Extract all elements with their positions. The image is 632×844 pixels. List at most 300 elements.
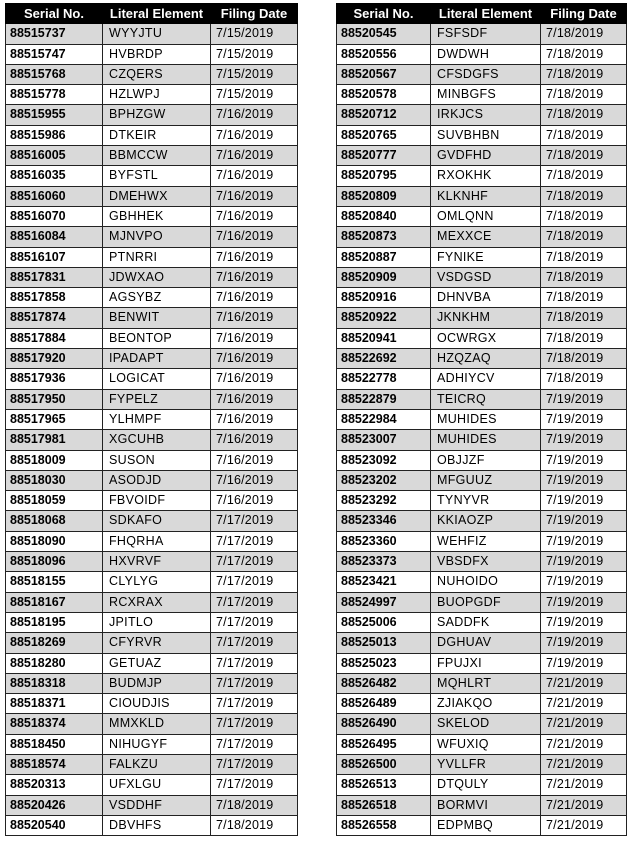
literal-element-cell: MUHIDES [431,430,541,450]
serial-cell: 88523007 [337,430,431,450]
filing-date-cell: 7/18/2019 [541,288,627,308]
literal-element-cell: JKNKHM [431,308,541,328]
filing-date-cell: 7/16/2019 [211,186,298,206]
literal-element-cell: WFUXIQ [431,734,541,754]
table-row [337,673,627,693]
serial-cell: 88518096 [6,552,103,572]
serial-cell: 88520909 [337,267,431,287]
table-row [337,328,627,348]
literal-element-cell: DGHUAV [431,633,541,653]
table-row [6,44,298,64]
filing-date-cell: 7/18/2019 [541,349,627,369]
literal-element-cell: KKIAOZP [431,511,541,531]
table-row [337,572,627,592]
serial-cell: 88523292 [337,491,431,511]
table-row [6,166,298,186]
filing-date-cell: 7/21/2019 [541,815,627,835]
filing-date-cell: 7/18/2019 [541,369,627,389]
filing-date-cell: 7/18/2019 [541,186,627,206]
serial-cell: 88523346 [337,511,431,531]
serial-cell: 88525006 [337,612,431,632]
literal-element-cell: BPHZGW [103,105,211,125]
filing-date-cell: 7/17/2019 [211,592,298,612]
filing-date-cell: 7/21/2019 [541,795,627,815]
serial-cell: 88518374 [6,714,103,734]
serial-cell: 88520313 [6,775,103,795]
serial-cell: 88520922 [337,308,431,328]
literal-element-cell: JDWXAO [103,267,211,287]
table-row [6,552,298,572]
filing-date-cell: 7/18/2019 [211,795,298,815]
header-literal-element: Literal Element [103,4,211,24]
table-row [6,470,298,490]
literal-element-cell: ASODJD [103,470,211,490]
serial-cell: 88520567 [337,64,431,84]
table-row [337,694,627,714]
literal-element-cell: OBJJZF [431,450,541,470]
table-row [337,166,627,186]
filing-date-cell: 7/19/2019 [541,592,627,612]
serial-cell: 88526495 [337,734,431,754]
table-row [6,653,298,673]
serial-cell: 88515737 [6,24,103,44]
table-row [337,653,627,673]
serial-cell: 88520426 [6,795,103,815]
table-row [337,815,627,835]
filing-date-cell: 7/16/2019 [211,288,298,308]
table-row [337,409,627,429]
table-row [6,572,298,592]
header-serial-no: Serial No. [6,4,103,24]
table-row [6,491,298,511]
literal-element-cell: MFGUUZ [431,470,541,490]
serial-cell: 88517920 [6,349,103,369]
table-row [6,85,298,105]
literal-element-cell: BUDMJP [103,673,211,693]
serial-cell: 88518167 [6,592,103,612]
filing-date-cell: 7/16/2019 [211,430,298,450]
serial-cell: 88518155 [6,572,103,592]
filing-date-cell: 7/18/2019 [541,267,627,287]
literal-element-cell: IPADAPT [103,349,211,369]
filing-date-cell: 7/19/2019 [541,491,627,511]
serial-cell: 88517858 [6,288,103,308]
literal-element-cell: WEHFIZ [431,531,541,551]
literal-element-cell: DTQULY [431,775,541,795]
serial-cell: 88526489 [337,694,431,714]
serial-cell: 88520556 [337,44,431,64]
filing-date-cell: 7/16/2019 [211,166,298,186]
serial-cell: 88523360 [337,531,431,551]
literal-element-cell: HVBRDP [103,44,211,64]
literal-element-cell: FHQRHA [103,531,211,551]
filing-date-cell: 7/18/2019 [541,85,627,105]
table-row [6,633,298,653]
table-row [337,714,627,734]
serial-cell: 88516107 [6,247,103,267]
literal-element-cell: BBMCCW [103,146,211,166]
serial-cell: 88526500 [337,754,431,774]
literal-element-cell: RXOKHK [431,166,541,186]
filing-date-cell: 7/18/2019 [541,166,627,186]
serial-cell: 88520540 [6,815,103,835]
literal-element-cell: FPUJXI [431,653,541,673]
header-row [6,4,298,24]
literal-element-cell: ADHIYCV [431,369,541,389]
table-body-left [6,24,298,836]
literal-element-cell: DWDWH [431,44,541,64]
literal-element-cell: HZQZAQ [431,349,541,369]
filing-date-cell: 7/17/2019 [211,714,298,734]
filing-date-cell: 7/21/2019 [541,754,627,774]
table-row [6,450,298,470]
literal-element-cell: SKELOD [431,714,541,734]
table-row [6,734,298,754]
table-row [337,734,627,754]
table-row [6,186,298,206]
serial-cell: 88526518 [337,795,431,815]
filing-date-cell: 7/21/2019 [541,734,627,754]
filing-date-cell: 7/17/2019 [211,572,298,592]
serial-cell: 88520795 [337,166,431,186]
filing-date-cell: 7/16/2019 [211,146,298,166]
literal-element-cell: JPITLO [103,612,211,632]
filing-date-cell: 7/21/2019 [541,673,627,693]
serial-cell: 88518450 [6,734,103,754]
filing-date-cell: 7/19/2019 [541,511,627,531]
serial-cell: 88523092 [337,450,431,470]
filing-date-cell: 7/16/2019 [211,125,298,145]
filing-date-cell: 7/19/2019 [541,450,627,470]
filing-date-cell: 7/16/2019 [211,369,298,389]
literal-element-cell: BEONTOP [103,328,211,348]
serial-cell: 88525013 [337,633,431,653]
header-row [337,4,627,24]
serial-cell: 88520545 [337,24,431,44]
table-row [6,612,298,632]
serial-cell: 88517936 [6,369,103,389]
table-row [6,409,298,429]
literal-element-cell: OMLQNN [431,206,541,226]
table-row [6,795,298,815]
literal-element-cell: WYYJTU [103,24,211,44]
table-row [337,531,627,551]
filing-date-cell: 7/18/2019 [541,206,627,226]
literal-element-cell: MEXXCE [431,227,541,247]
literal-element-cell: PTNRRI [103,247,211,267]
table-row [337,389,627,409]
serial-cell: 88520578 [337,85,431,105]
filing-date-cell: 7/17/2019 [211,673,298,693]
filing-date-cell: 7/17/2019 [211,531,298,551]
filing-date-cell: 7/15/2019 [211,44,298,64]
literal-element-cell: CLYLYG [103,572,211,592]
literal-element-cell: KLKNHF [431,186,541,206]
filing-date-cell: 7/15/2019 [211,64,298,84]
literal-element-cell: UFXLGU [103,775,211,795]
literal-element-cell: VSDGSD [431,267,541,287]
table-row [6,815,298,835]
table-row [337,592,627,612]
literal-element-cell: FYPELZ [103,389,211,409]
table-row [6,775,298,795]
literal-element-cell: SUVBHBN [431,125,541,145]
filing-date-cell: 7/19/2019 [541,409,627,429]
serial-cell: 88518068 [6,511,103,531]
table-row [6,308,298,328]
literal-element-cell: FBVOIDF [103,491,211,511]
serial-cell: 88520777 [337,146,431,166]
header-filing-date: Filing Date [211,4,298,24]
table-row [6,531,298,551]
serial-cell: 88515955 [6,105,103,125]
serial-cell: 88518059 [6,491,103,511]
literal-element-cell: MJNVPO [103,227,211,247]
filing-date-cell: 7/18/2019 [541,105,627,125]
literal-element-cell: BUOPGDF [431,592,541,612]
filing-date-cell: 7/19/2019 [541,612,627,632]
filing-date-cell: 7/19/2019 [541,653,627,673]
table-row [337,450,627,470]
serial-cell: 88520941 [337,328,431,348]
literal-element-cell: DBVHFS [103,815,211,835]
filing-date-cell: 7/17/2019 [211,734,298,754]
filing-date-cell: 7/16/2019 [211,308,298,328]
table-row [337,552,627,572]
table-row [337,308,627,328]
table-row [6,105,298,125]
filing-date-cell: 7/16/2019 [211,389,298,409]
serial-cell: 88522984 [337,409,431,429]
serial-cell: 88520809 [337,186,431,206]
literal-element-cell: YLHMPF [103,409,211,429]
serial-cell: 88518371 [6,694,103,714]
literal-element-cell: XGCUHB [103,430,211,450]
serial-cell: 88523202 [337,470,431,490]
literal-element-cell: GETUAZ [103,653,211,673]
literal-element-cell: TYNYVR [431,491,541,511]
serial-cell: 88516070 [6,206,103,226]
literal-element-cell: YVLLFR [431,754,541,774]
table-row [6,349,298,369]
filing-date-cell: 7/18/2019 [541,328,627,348]
serial-table-left [5,3,298,836]
literal-element-cell: OCWRGX [431,328,541,348]
filing-date-cell: 7/19/2019 [541,531,627,551]
literal-element-cell: GBHHEK [103,206,211,226]
filing-date-cell: 7/17/2019 [211,653,298,673]
literal-element-cell: FSFSDF [431,24,541,44]
literal-element-cell: VBSDFX [431,552,541,572]
table-row [337,146,627,166]
filing-date-cell: 7/16/2019 [211,105,298,125]
filing-date-cell: 7/19/2019 [541,389,627,409]
filing-date-cell: 7/19/2019 [541,430,627,450]
filing-date-cell: 7/16/2019 [211,328,298,348]
literal-element-cell: DTKEIR [103,125,211,145]
filing-date-cell: 7/18/2019 [541,227,627,247]
filing-date-cell: 7/19/2019 [541,470,627,490]
table-row [337,267,627,287]
table-row [337,633,627,653]
filing-date-cell: 7/18/2019 [541,247,627,267]
serial-cell: 88518280 [6,653,103,673]
literal-element-cell: NUHOIDO [431,572,541,592]
table-row [6,288,298,308]
serial-cell: 88526490 [337,714,431,734]
serial-cell: 88526558 [337,815,431,835]
table-row [6,328,298,348]
literal-element-cell: SUSON [103,450,211,470]
table-row [337,227,627,247]
literal-element-cell: IRKJCS [431,105,541,125]
literal-element-cell: MQHLRT [431,673,541,693]
table-row [337,511,627,531]
table-row [6,694,298,714]
serial-cell: 88520873 [337,227,431,247]
filing-date-cell: 7/17/2019 [211,612,298,632]
literal-element-cell: HZLWPJ [103,85,211,105]
literal-element-cell: CZQERS [103,64,211,84]
serial-cell: 88515986 [6,125,103,145]
serial-cell: 88525023 [337,653,431,673]
filing-date-cell: 7/21/2019 [541,775,627,795]
filing-date-cell: 7/21/2019 [541,714,627,734]
table-row [337,795,627,815]
literal-element-cell: MMXKLD [103,714,211,734]
table-row [337,288,627,308]
serial-cell: 88526482 [337,673,431,693]
table-row [337,491,627,511]
filing-date-cell: 7/18/2019 [541,44,627,64]
serial-table-right [336,3,627,836]
literal-element-cell: FALKZU [103,754,211,774]
serial-cell: 88522778 [337,369,431,389]
table-row [6,511,298,531]
serial-cell: 88522692 [337,349,431,369]
filing-date-cell: 7/16/2019 [211,267,298,287]
filing-date-cell: 7/21/2019 [541,694,627,714]
table-row [6,673,298,693]
table-row [337,369,627,389]
literal-element-cell: BENWIT [103,308,211,328]
literal-element-cell: GVDFHD [431,146,541,166]
serial-cell: 88520916 [337,288,431,308]
table-row [337,85,627,105]
literal-element-cell: HXVRVF [103,552,211,572]
table-row [6,227,298,247]
table-row [337,430,627,450]
serial-cell: 88515778 [6,85,103,105]
table-row [337,64,627,84]
filing-date-cell: 7/18/2019 [541,24,627,44]
serial-cell: 88526513 [337,775,431,795]
table-row [337,349,627,369]
serial-cell: 88517831 [6,267,103,287]
table-row [337,612,627,632]
literal-element-cell: VSDDHF [103,795,211,815]
filing-date-cell: 7/15/2019 [211,24,298,44]
literal-element-cell: TEICRQ [431,389,541,409]
literal-element-cell: CFSDGFS [431,64,541,84]
literal-element-cell: BORMVI [431,795,541,815]
filing-date-cell: 7/16/2019 [211,491,298,511]
header-filing-date: Filing Date [541,4,627,24]
filing-date-cell: 7/18/2019 [541,64,627,84]
serial-cell: 88518318 [6,673,103,693]
filing-date-cell: 7/19/2019 [541,552,627,572]
serial-cell: 88520765 [337,125,431,145]
filing-date-cell: 7/16/2019 [211,349,298,369]
table-row [337,247,627,267]
serial-cell: 88517965 [6,409,103,429]
header-serial-no: Serial No. [337,4,431,24]
serial-cell: 88518030 [6,470,103,490]
serial-cell: 88515747 [6,44,103,64]
literal-element-cell: SDKAFO [103,511,211,531]
table-row [337,24,627,44]
serial-cell: 88523421 [337,572,431,592]
serial-cell: 88524997 [337,592,431,612]
table-row [6,125,298,145]
serial-cell: 88518574 [6,754,103,774]
serial-cell: 88518269 [6,633,103,653]
filing-date-cell: 7/18/2019 [541,308,627,328]
literal-element-cell: FYNIKE [431,247,541,267]
table-row [6,754,298,774]
literal-element-cell: LOGICAT [103,369,211,389]
table-row [6,24,298,44]
filing-date-cell: 7/16/2019 [211,470,298,490]
serial-cell: 88518090 [6,531,103,551]
serial-cell: 88516005 [6,146,103,166]
serial-cell: 88517981 [6,430,103,450]
filing-date-cell: 7/17/2019 [211,633,298,653]
literal-element-cell: ZJIAKQO [431,694,541,714]
table-row [6,389,298,409]
filing-date-cell: 7/18/2019 [541,146,627,166]
table-row [337,125,627,145]
literal-element-cell: BYFSTL [103,166,211,186]
filing-date-cell: 7/16/2019 [211,247,298,267]
table-row [6,369,298,389]
serial-cell: 88520887 [337,247,431,267]
serial-cell: 88517874 [6,308,103,328]
table-row [6,714,298,734]
table-row [337,775,627,795]
serial-cell: 88520840 [337,206,431,226]
serial-cell: 88516035 [6,166,103,186]
literal-element-cell: MINBGFS [431,85,541,105]
literal-element-cell: DHNVBA [431,288,541,308]
header-literal-element: Literal Element [431,4,541,24]
serial-cell: 88516060 [6,186,103,206]
serial-cell: 88517884 [6,328,103,348]
serial-cell: 88518009 [6,450,103,470]
filing-date-cell: 7/15/2019 [211,85,298,105]
table-row [337,754,627,774]
table-row [337,470,627,490]
literal-element-cell: DMEHWX [103,186,211,206]
table-row [6,146,298,166]
table-row [6,267,298,287]
filing-date-cell: 7/17/2019 [211,754,298,774]
table-row [6,247,298,267]
table-row [6,206,298,226]
serial-cell: 88523373 [337,552,431,572]
literal-element-cell: CFYRVR [103,633,211,653]
serial-cell: 88518195 [6,612,103,632]
